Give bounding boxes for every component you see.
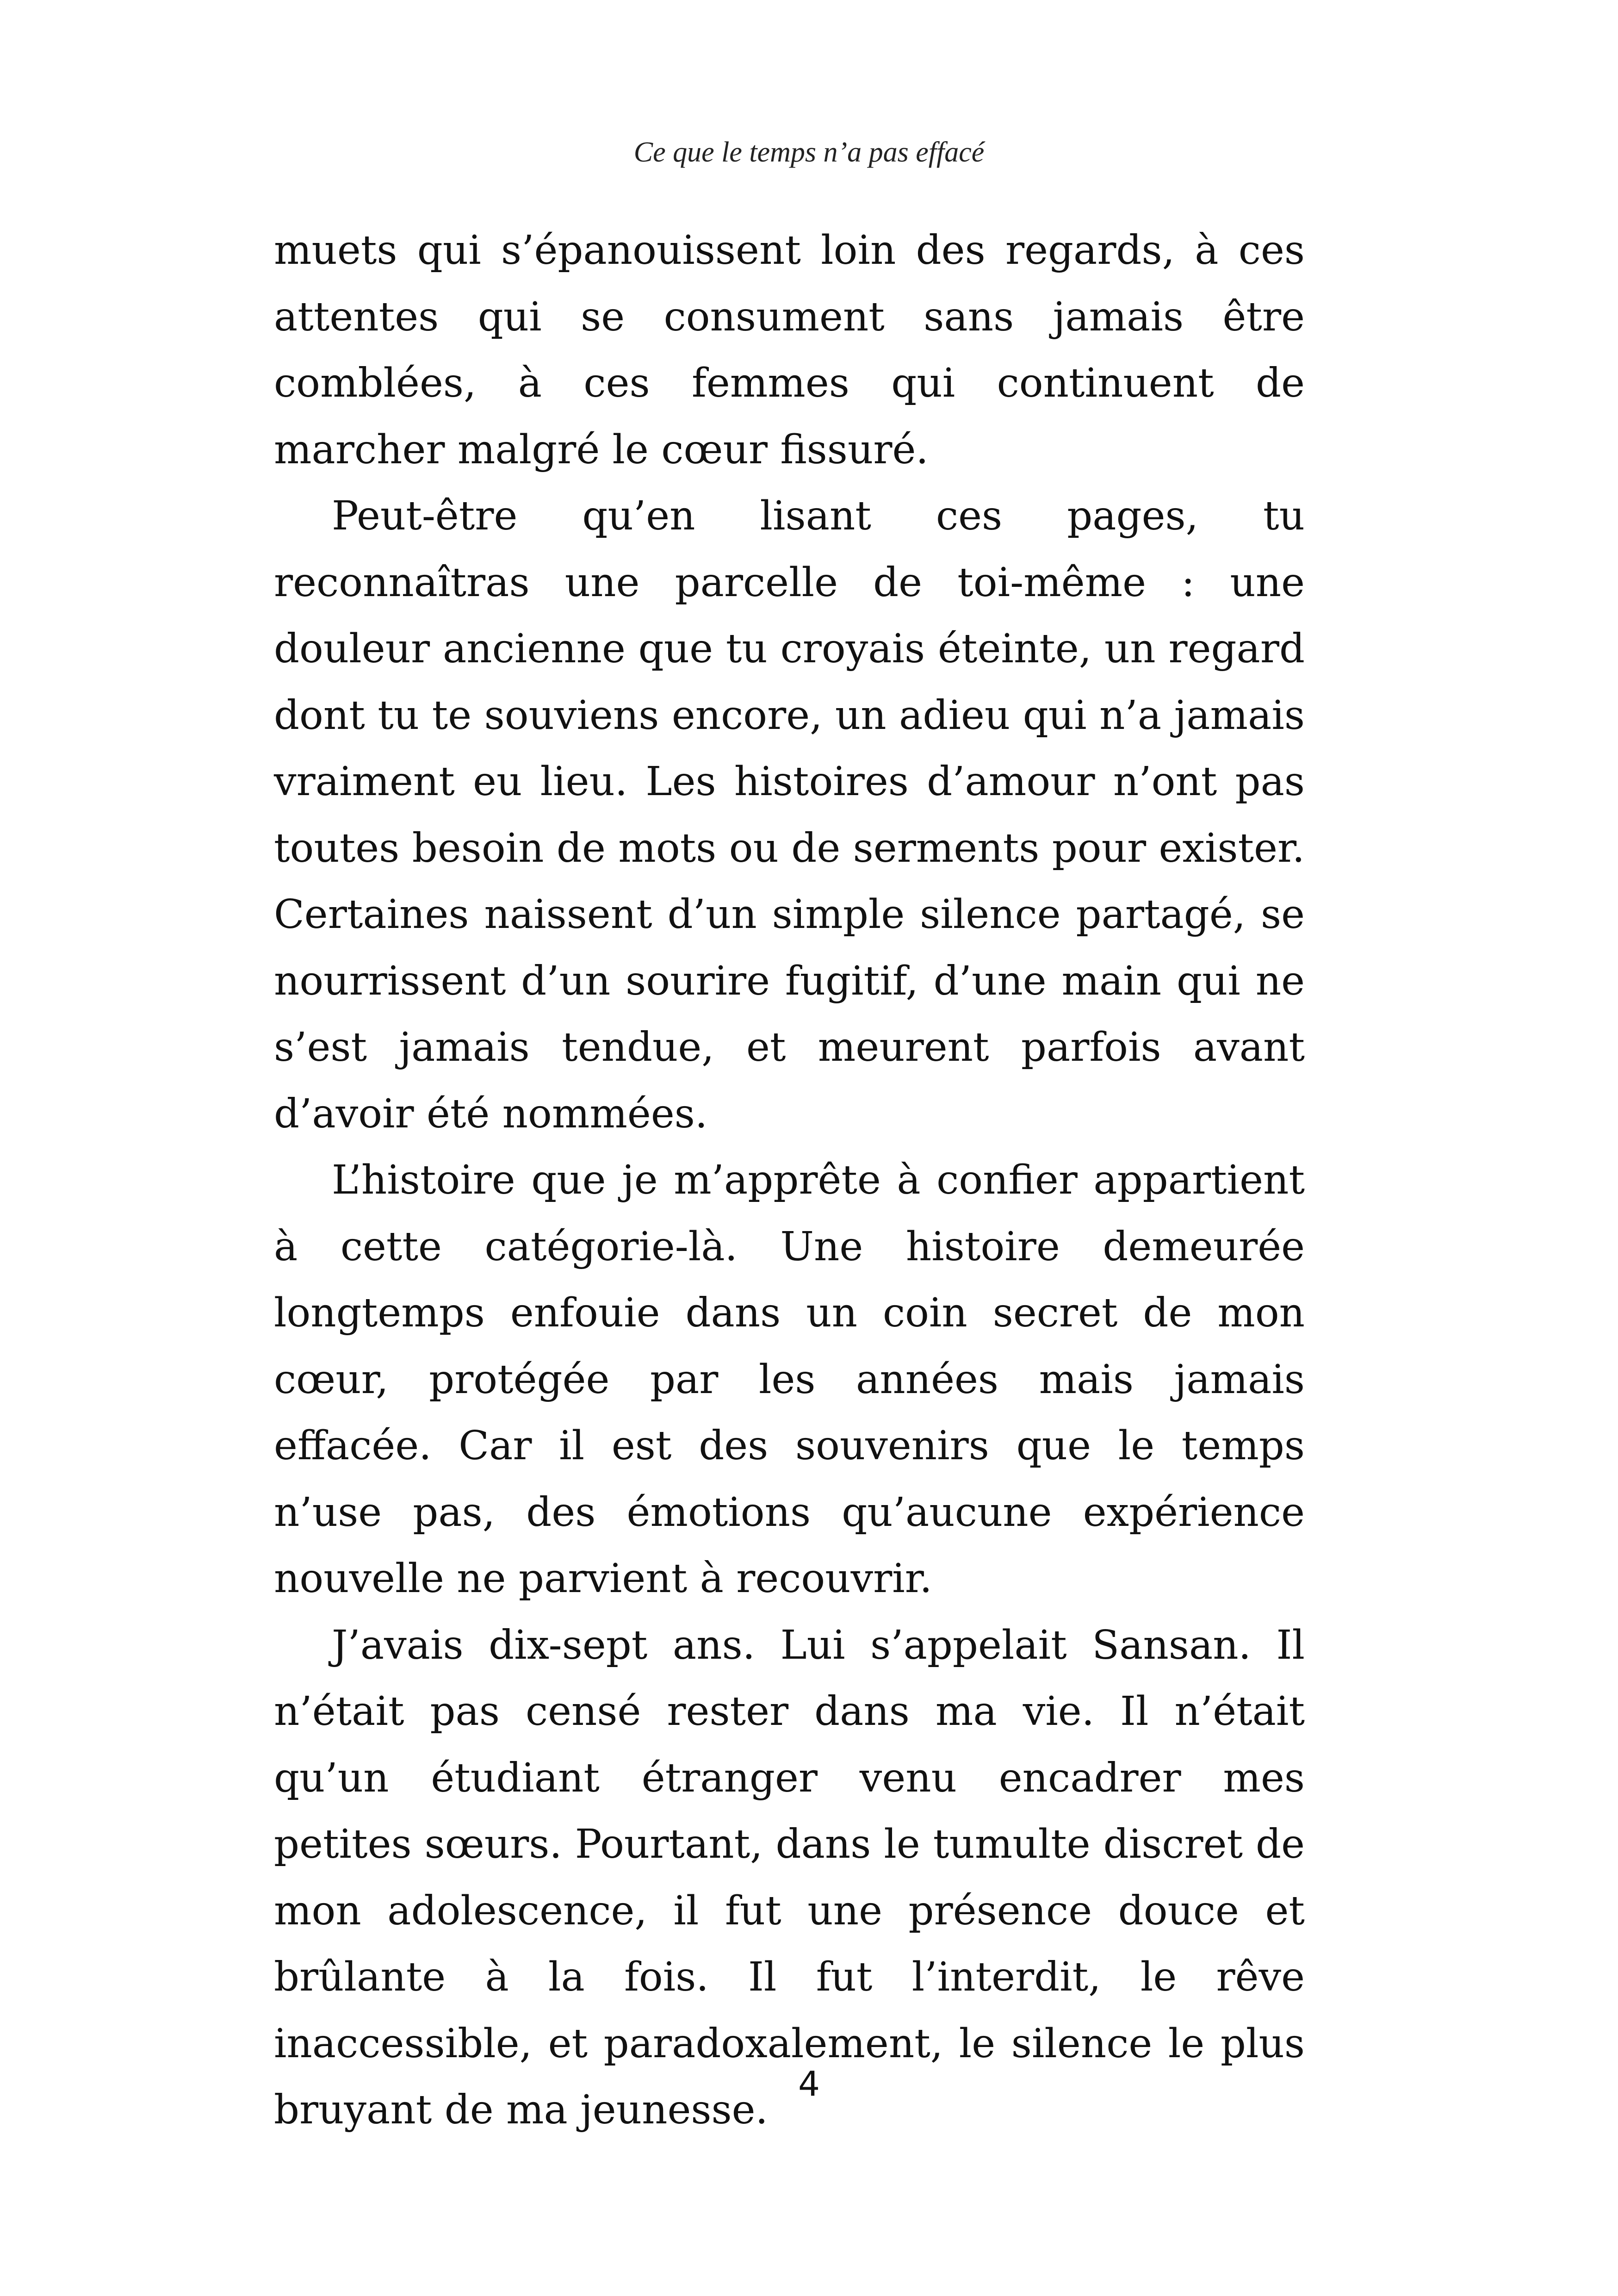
paragraph: J’avais dix-sept ans. Lui s’appelait Sansan. Il n’était pas censé rester dans ma vie. Il n’était qu’un étudiant étranger venu encadrer mes petites sœurs. Pourtant, dans le tumulte discret de mon adolescence, il fut une présence douce et brûlante à la fois. Il fut l’interdit, le rêve inaccessible, et paradoxalement, le silence le plus bruyant de ma jeunesse. [274,1622,1305,2133]
page-number: 4 [798,2064,820,2104]
paragraph: Peut-être qu’en lisant ces pages, tu reconnaîtras une parcelle de toi-même : une douleur ancienne que tu croyais éteinte, un regard dont tu te souviens encore, un adieu qui n’a jamais vraiment eu lieu. Les histoires d’amour n’ont pas toutes besoin de mots ou de serments pour exister. Certaines naissent d’un simple silence partagé, se nourrissent d’un sourire fugitif, d’une main qui ne s’est jamais tendue, et meurent parfois avant d’avoir été nommées. [274,493,1305,1137]
body-text [274,218,1305,2144]
running-header-title: Ce que le temps n’a pas effacé [633,137,985,168]
paragraph: L’histoire que je m’apprête à confier appartient à cette catégorie-là. Une histoire demeurée longtemps enfouie dans un coin secret de mon cœur, protégée par les années mais jamais effacée. Car il est des souvenirs que le temps n’use pas, des émotions qu’aucune expérience nouvelle ne parvient à recouvrir. [274,1157,1305,1602]
paragraph-continuation: muets qui s’épanouissent loin des regards, à ces attentes qui se consument sans jamais être comblées, à ces femmes qui continuent de marcher malgré le cœur fissuré. [274,227,1305,473]
